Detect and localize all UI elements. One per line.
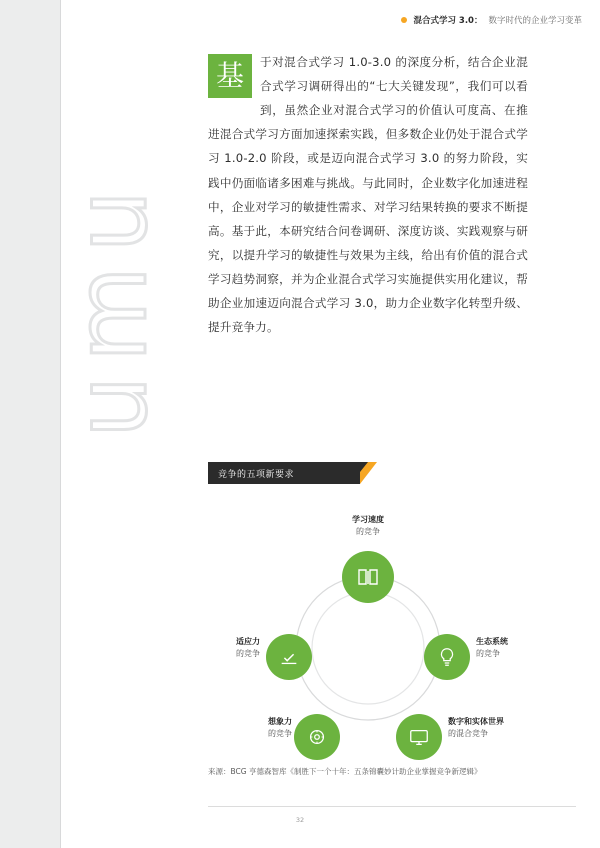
- figure-banner-label: 竞争的五项新要求: [218, 469, 295, 480]
- footer-divider: [208, 806, 576, 807]
- left-decorative-band: [0, 0, 60, 848]
- label-resilience: 适应力 的竞争: [236, 637, 260, 658]
- node-ecosystem: [424, 634, 470, 680]
- brain-icon: [306, 726, 328, 748]
- label-ecosystem: 生态系统 的竞争: [476, 637, 508, 658]
- book-icon: [356, 565, 380, 589]
- umu-watermark: umu: [55, 176, 169, 438]
- figure-block: [208, 462, 528, 776]
- label-digital-physical: 数字和实体世界 的混合竞争: [448, 717, 504, 738]
- circular-diagram: [208, 496, 528, 776]
- article-paragraph: 于对混合式学习 1.0-3.0 的深度分析，结合企业混合式学习调研得出的“七大关键发现”，我们可以看到，虽然企业对混合式学习的价值认可度高、在推进混合式学习方面加速探索实践，但多数企业仍处于混合式学习 1.0-2.0 阶段，或是迈向混合式学习 3.0 的努力阶段，实践中仍面临诸多困难与挑战。与此同时，企业数字化加速进程中，企业对学习的敏捷性需求、对学习结果转换的要求不断提高。基于此，本研究结合问卷调研、深度访谈、实践观察与研究，以提升学习的敏捷性与效果为主线，给出有价值的混合式学习趋势洞察，并为企业混合式学习实施提供实用化建议，帮助企业加速迈向混合式学习 3.0，助力企业数字化转型升级、提升竞争力。: [208, 55, 528, 335]
- lightbulb-icon: [436, 646, 458, 668]
- resilience-icon: [278, 646, 300, 668]
- bullet-dot-icon: [401, 17, 407, 23]
- header-title: 混合式学习 3.0：: [413, 16, 483, 26]
- article-body: [208, 50, 528, 339]
- node-resilience: [266, 634, 312, 680]
- label-learning-speed: 学习速度 的竞争: [352, 515, 384, 536]
- figure-source: 来源：BCG 亨德森智库《制胜下一个十年：五条锦囊妙计助企业掌握竞争新逻辑》: [208, 767, 482, 776]
- figure-flag-notch-icon: [360, 462, 368, 472]
- node-digital-physical: [396, 714, 442, 760]
- figure-banner: [208, 462, 360, 484]
- page-header: [401, 14, 582, 26]
- drop-cap: 基: [208, 54, 252, 98]
- header-subtitle: 数字时代的企业学习变革: [488, 16, 582, 26]
- label-imagination: 想象力 的竞争: [268, 717, 292, 738]
- node-imagination: [294, 714, 340, 760]
- monitor-icon: [408, 726, 430, 748]
- page-number: 32: [295, 816, 305, 824]
- node-learning-speed: [342, 551, 394, 603]
